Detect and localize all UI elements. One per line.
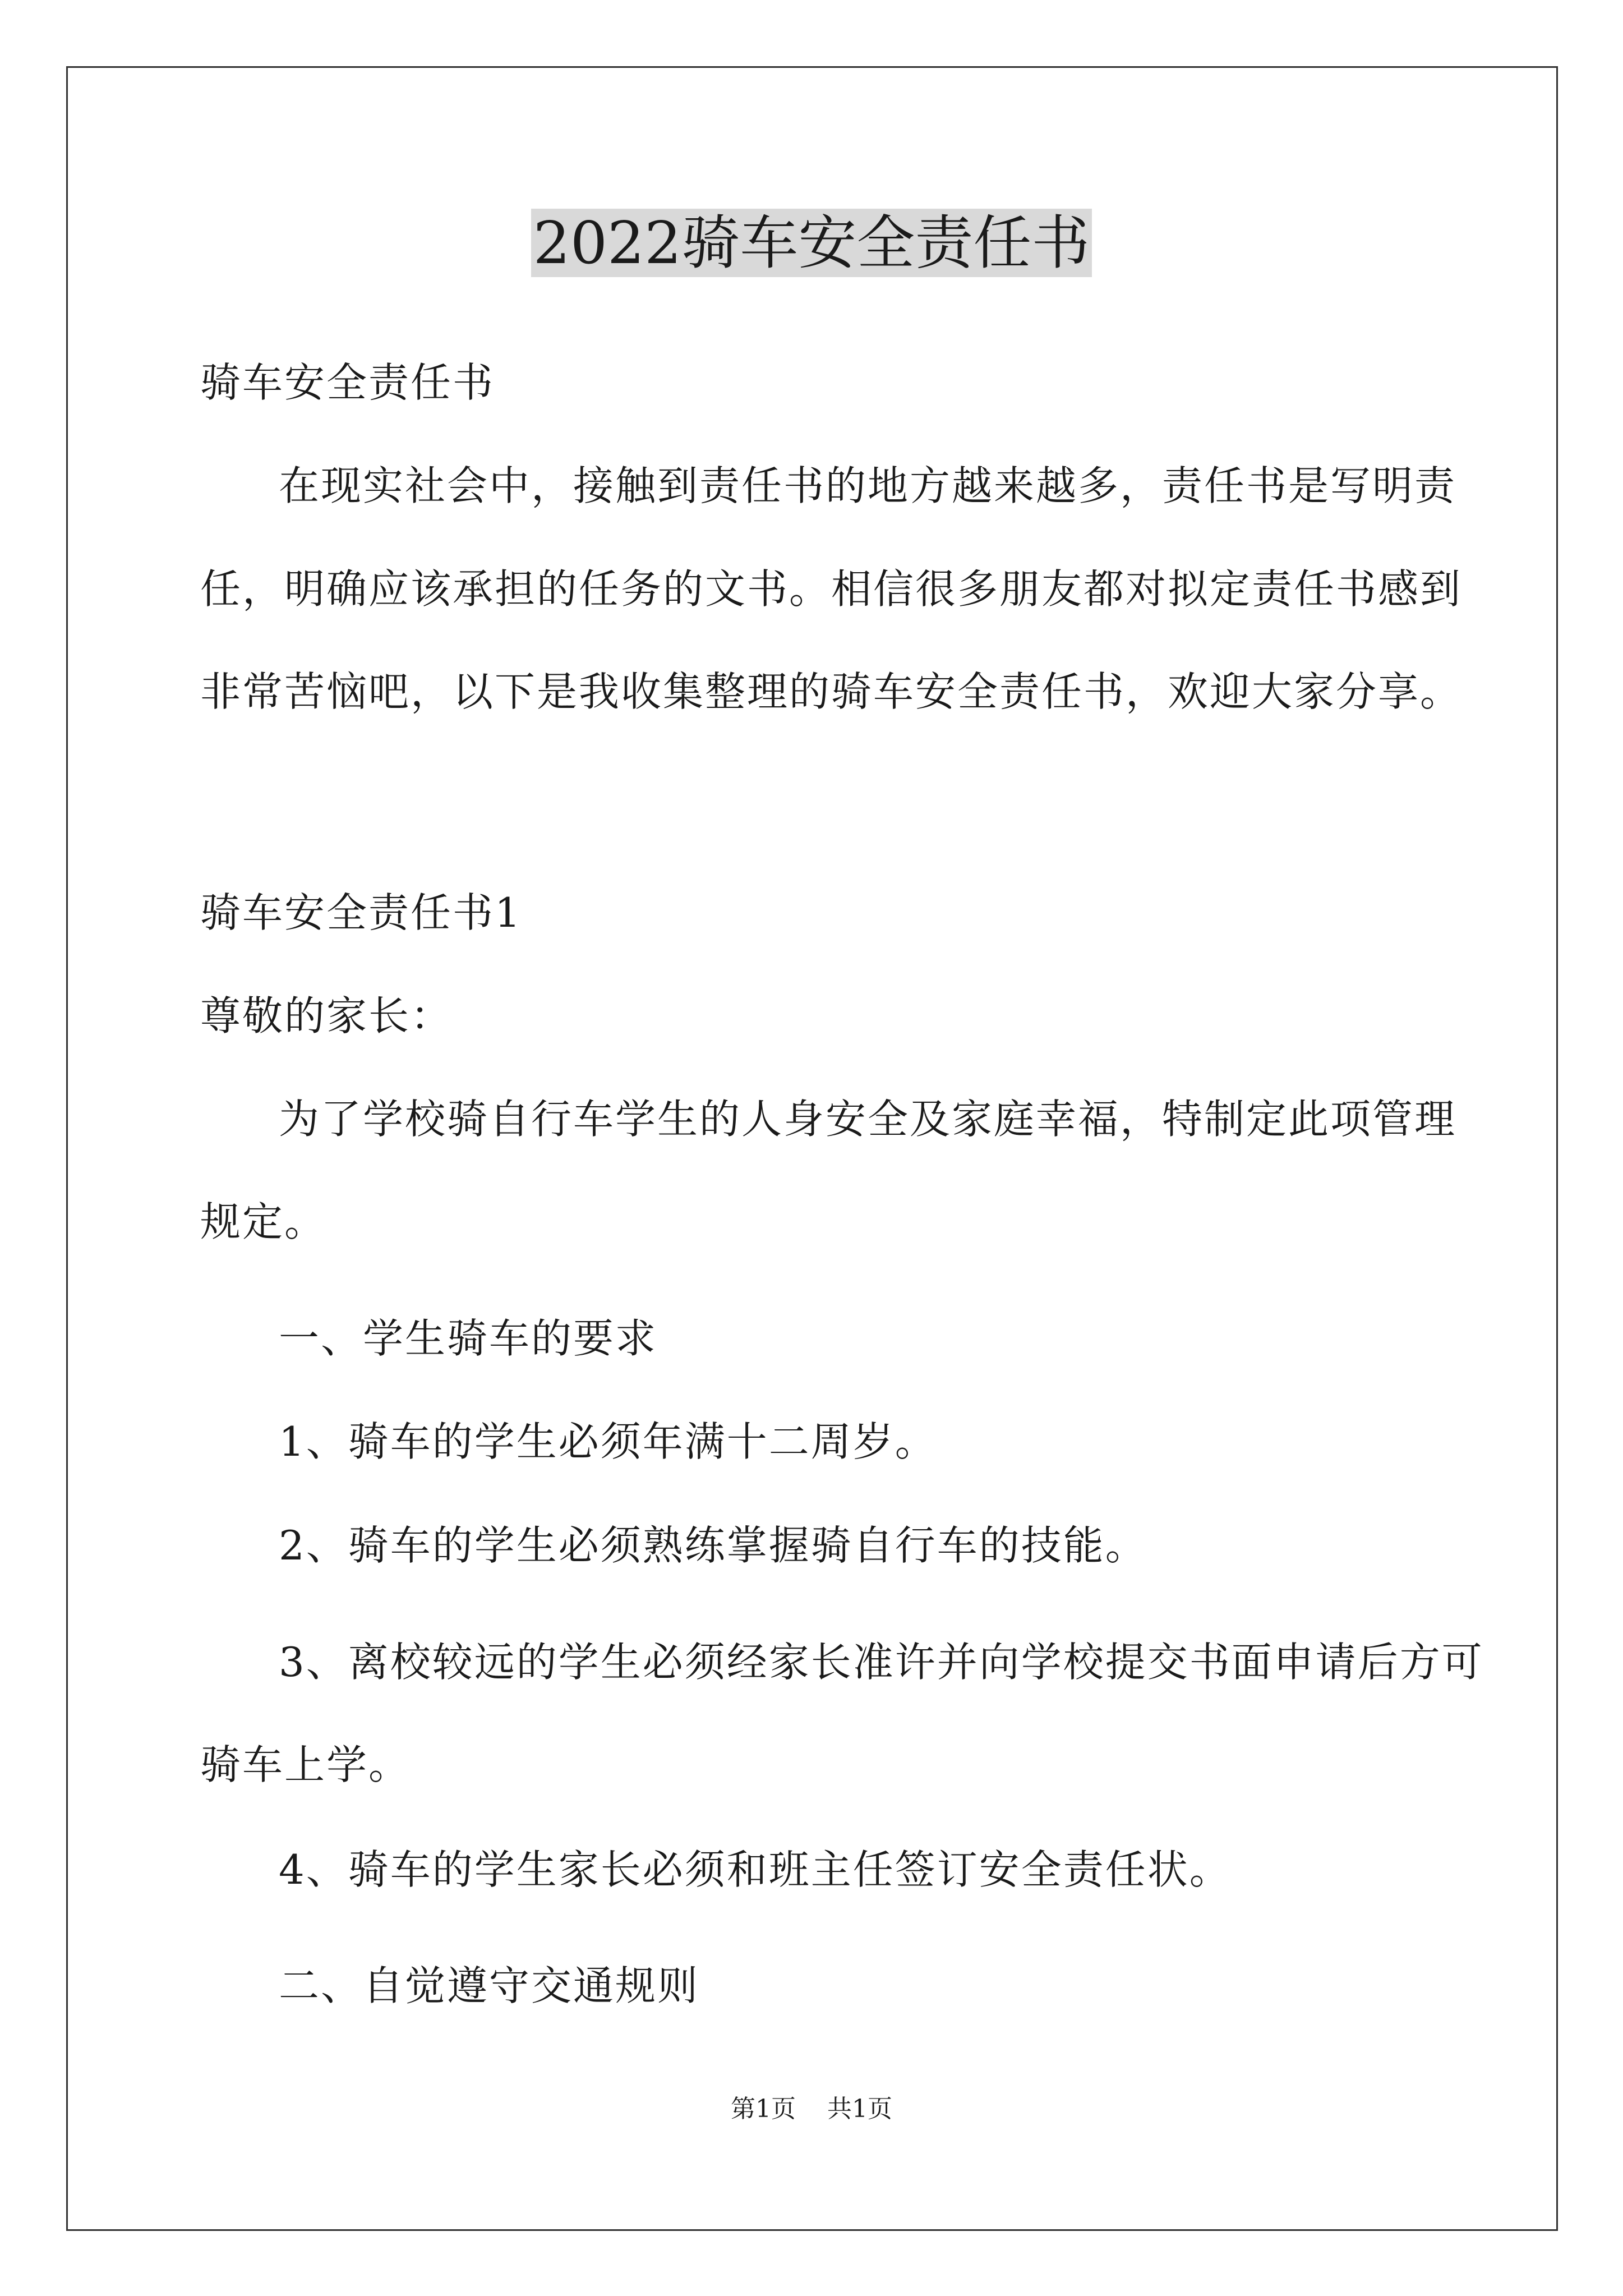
page-number-info: 第1页 共1页 xyxy=(731,2095,892,2123)
rule-item-continuation: 骑车上学。 xyxy=(200,1741,411,1788)
rule-item: 2、骑车的学生必须熟练掌握骑自行车的技能。 xyxy=(279,1522,1147,1569)
page-footer xyxy=(0,2092,1623,2126)
salutation: 尊敬的家长： xyxy=(200,992,453,1039)
intro-paragraph-line: 在现实社会中，接触到责任书的地方越来越多，责任书是写明责 xyxy=(279,462,1457,509)
document-subtitle: 骑车安全责任书 xyxy=(200,359,495,406)
intro-paragraph-line: 非常苦恼吧，以下是我收集整理的骑车安全责任书，欢迎大家分享。 xyxy=(200,668,1463,715)
part-two-heading: 二、自觉遵守交通规则 xyxy=(279,1962,700,2009)
document-title xyxy=(0,201,1623,285)
document-title-text: 2022骑车安全责任书 xyxy=(531,209,1092,277)
rule-item: 4、骑车的学生家长必须和班主任签订安全责任状。 xyxy=(279,1846,1232,1893)
purpose-paragraph-line: 为了学校骑自行车学生的人身安全及家庭幸福，特制定此项管理 xyxy=(279,1096,1457,1143)
section-heading: 骑车安全责任书1 xyxy=(200,889,522,936)
purpose-paragraph-line: 规定。 xyxy=(200,1198,327,1245)
rule-item: 1、骑车的学生必须年满十二周岁。 xyxy=(279,1418,937,1465)
part-one-heading: 一、学生骑车的要求 xyxy=(279,1315,658,1362)
rule-item: 3、离校较远的学生必须经家长准许并向学校提交书面申请后方可 xyxy=(279,1639,1484,1686)
intro-paragraph-line: 任，明确应该承担的任务的文书。相信很多朋友都对拟定责任书感到 xyxy=(200,565,1463,613)
